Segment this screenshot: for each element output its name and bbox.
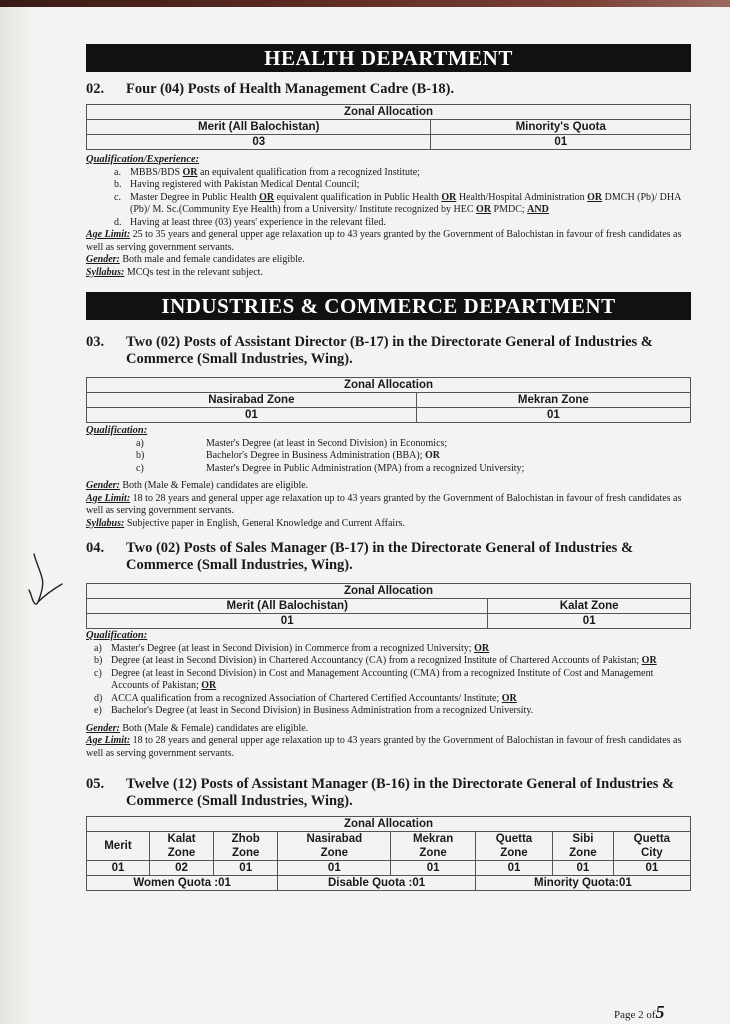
list-marker: c) [94, 667, 102, 679]
table-cell: 01 [214, 861, 278, 876]
list-marker: d) [94, 692, 103, 704]
list-item [94, 705, 691, 718]
department-banner-industries: INDUSTRIES & COMMERCE DEPARTMENT [86, 292, 691, 320]
post-title-02 [86, 81, 691, 98]
text: Bachelor's Degree in Business Administration (BBA); [206, 450, 425, 461]
column-header: Minority's Quota [431, 120, 691, 135]
column-header: Kalat Zone [488, 599, 691, 614]
gender-text: Both (Male & Female) candidates are eligible. [119, 480, 309, 491]
table-cell: 01 [87, 408, 417, 423]
column-header-line1: Quetta [633, 833, 671, 845]
table-header: Zonal Allocation [87, 105, 691, 120]
list-item [94, 668, 691, 693]
list-marker: a. [114, 166, 121, 178]
or-keyword: OR [476, 204, 492, 215]
list-item [114, 217, 691, 230]
or-keyword: OR [425, 450, 440, 461]
column-header-line2: Zone [500, 847, 528, 859]
gender-label: Gender: [86, 254, 120, 265]
gender [86, 723, 691, 736]
list-marker: b. [114, 179, 122, 190]
list-text [111, 668, 691, 693]
column-header-line1: Nasirabad [306, 833, 363, 845]
table-cell: 01 [391, 861, 475, 876]
qualification-section-02 [86, 154, 691, 279]
qualification-list [86, 438, 691, 476]
column-header-line2: Zone [320, 847, 349, 859]
column-header-line2: City [640, 847, 663, 859]
age-limit-text: 25 to 35 years and general upper age relaxation up to 43 years granted by the Government of Balochistan in favour of fresh candidates as well as serving government servants. [86, 229, 682, 253]
text: Degree (at least in Second Division) in Chartered Accountancy (CA) from a recognized Institute of Chartered Accounts of Pakistan; [111, 655, 642, 666]
page-number-text: Page 2 of [614, 1009, 656, 1021]
post-title-text: Two (02) Posts of Sales Manager (B-17) in the Directorate General of Industries & Commerce (Small Industries, Wing). [126, 540, 634, 573]
table-header: Zonal Allocation [87, 584, 691, 599]
age-limit-label: Age Limit: [86, 229, 131, 240]
list-item [136, 438, 691, 451]
table-cell: 01 [416, 408, 690, 423]
or-keyword: OR [259, 191, 275, 203]
column-header [214, 832, 278, 861]
post-number: 05. [86, 776, 105, 792]
table-cell: 01 [431, 135, 691, 150]
gender [86, 480, 691, 493]
disable-quota: Disable Quota :01 [278, 876, 476, 891]
gender-label: Gender: [86, 480, 120, 491]
column-header [475, 832, 552, 861]
gender [86, 254, 691, 267]
age-limit-text: 18 to 28 years and general upper age relaxation up to 43 years granted by the Government of Balochistan in favour of fresh candidates as well as serving government servants. [86, 492, 682, 516]
column-header-line2: Zone [419, 847, 447, 859]
age-limit-label: Age Limit: [86, 735, 131, 746]
syllabus-text: MCQs test in the relevant subject. [124, 266, 263, 278]
list-text: Master's Degree in Public Administration (MPA) from a recognized University; [206, 462, 525, 474]
column-header-line1: Quetta [495, 833, 533, 845]
gender-text: Both (Male & Female) candidates are eligible. [119, 722, 309, 734]
list-item [114, 167, 691, 180]
list-marker: b) [94, 655, 103, 666]
qualification-list [86, 167, 691, 230]
or-keyword: OR [182, 166, 198, 178]
minority-quota: Minority Quota:01 [475, 876, 690, 891]
text: Master Degree in Public Health [130, 191, 260, 203]
text: DMCH (Pb)/ DHA (Pb)/ M. Sc.(Community Eye Health) from a University/ Institute recognized by HEC [130, 191, 681, 215]
table-header: Zonal Allocation [87, 378, 691, 393]
qualification-list [86, 643, 691, 718]
list-text: Having at least three (03) years' experience in the relevant filed. [130, 216, 386, 228]
table-cell: 01 [87, 861, 150, 876]
column-header [613, 832, 690, 861]
post-number: 03. [86, 334, 105, 350]
scan-left-edge [0, 7, 28, 1024]
list-text [130, 167, 420, 180]
list-marker: d. [114, 216, 122, 228]
column-header: Nasirabad Zone [87, 393, 417, 408]
syllabus [86, 518, 691, 531]
column-header [278, 832, 391, 861]
column-header-line2: Zone [231, 847, 260, 859]
age-limit [86, 493, 691, 518]
qualification-label: Qualification: [86, 630, 148, 641]
post-number: 04. [86, 540, 105, 556]
column-header: Merit (All Balochistan) [87, 120, 431, 135]
syllabus [86, 267, 691, 280]
column-header-line1: Merit [104, 840, 132, 852]
handwritten-tick-icon [22, 552, 70, 612]
list-text [130, 192, 691, 217]
qualification-label: Qualification/Experience: [86, 154, 200, 165]
text: Master's Degree (at least in Second Division) in Commerce from a recognized University; [111, 642, 475, 654]
and-keyword: AND [527, 204, 549, 215]
column-header-line1: Zhob [231, 833, 260, 845]
column-header: Merit (All Balochistan) [87, 599, 488, 614]
post-title-04 [86, 540, 691, 574]
column-header-line2: Zone [167, 847, 196, 859]
page-footer [614, 1002, 665, 1023]
or-keyword: OR [474, 642, 490, 654]
table-cell: 01 [613, 861, 690, 876]
list-item [114, 192, 691, 217]
column-header: Mekran Zone [416, 393, 690, 408]
gender-label: Gender: [86, 722, 120, 734]
list-marker: c. [114, 191, 121, 203]
or-keyword: OR [201, 680, 217, 691]
list-item [94, 693, 691, 706]
text: Health/Hospital Administration [456, 191, 588, 203]
text: MBBS/BDS [130, 166, 183, 178]
column-header-line1: Kalat [167, 833, 196, 845]
column-header [391, 832, 475, 861]
text: ACCA qualification from a recognized Association of Chartered Certified Accountants/ Institute; [111, 692, 502, 704]
list-item [94, 643, 691, 656]
table-cell: 02 [149, 861, 213, 876]
list-marker: a) [94, 642, 102, 654]
zonal-allocation-table-02 [86, 104, 691, 150]
text: PMDC; [491, 204, 528, 215]
table-cell: 03 [87, 135, 431, 150]
table-header: Zonal Allocation [87, 817, 691, 832]
list-text: Master's Degree (at least in Second Division) in Economics; [206, 437, 448, 449]
list-marker: c) [136, 462, 144, 474]
list-text [206, 450, 440, 463]
list-item [114, 179, 691, 192]
column-header [149, 832, 213, 861]
post-title-05 [86, 776, 691, 810]
page-total-handwritten: 5 [655, 1002, 665, 1022]
post-title-03 [86, 334, 691, 368]
text: Degree (at least in Second Division) in Cost and Management Accounting (CMA) from a recognized Institute of Cost and Management Accounts of Pakistan; [111, 667, 654, 691]
text: equivalent qualification in Public Health [274, 191, 442, 203]
document-page [86, 44, 691, 891]
qualification-section-03 [86, 425, 691, 530]
list-text: Having registered with Pakistan Medical Dental Council; [130, 179, 360, 190]
scan-top-edge [0, 0, 730, 7]
table-cell: 01 [475, 861, 552, 876]
department-banner-health: HEALTH DEPARTMENT [86, 44, 691, 72]
list-marker: a) [136, 437, 144, 449]
syllabus-label: Syllabus: [86, 517, 125, 529]
zonal-allocation-table-04 [86, 583, 691, 629]
or-keyword: OR [441, 191, 457, 203]
zonal-allocation-table-03 [86, 377, 691, 423]
column-header-line2: Zone [569, 847, 597, 859]
table-cell: 01 [87, 614, 488, 629]
post-number: 02. [86, 81, 105, 97]
post-title-text: Four (04) Posts of Health Management Cadre (B-18). [126, 81, 455, 97]
list-item [136, 450, 691, 463]
text: an equivalent qualification from a recognized Institute; [197, 166, 420, 178]
age-limit-text: 18 to 28 years and general upper age relaxation up to 43 years granted by the Government of Balochistan in favour of fresh candidates as well as serving government servants. [86, 735, 682, 759]
list-marker: b) [136, 450, 145, 461]
column-header [553, 832, 614, 861]
list-item [136, 463, 691, 476]
column-header-line1: Sibi [572, 833, 594, 845]
column-header-line1: Mekran [412, 833, 454, 845]
syllabus-label: Syllabus: [86, 266, 125, 278]
post-title-text: Two (02) Posts of Assistant Director (B-17) in the Directorate General of Industries & Commerce (Small Industries, Wing). [126, 334, 653, 367]
list-text: Bachelor's Degree (at least in Second Division) in Business Administration from a recognized University. [111, 705, 534, 716]
zonal-allocation-table-05 [86, 816, 691, 891]
qualification-section-04 [86, 630, 691, 760]
age-limit-label: Age Limit: [86, 492, 131, 504]
or-keyword: OR [641, 655, 657, 666]
age-limit [86, 735, 691, 760]
column-header [87, 832, 150, 861]
gender-text: Both male and female candidates are eligible. [119, 254, 305, 265]
age-limit [86, 229, 691, 254]
list-text [111, 655, 657, 668]
table-cell: 01 [553, 861, 614, 876]
qualification-label: Qualification: [86, 425, 148, 436]
or-keyword: OR [501, 692, 517, 704]
table-cell: 01 [488, 614, 691, 629]
list-text [111, 643, 489, 656]
post-title-text: Twelve (12) Posts of Assistant Manager (B-16) in the Directorate General of Industries & Commerce (Small Industries, Wing). [126, 776, 675, 809]
syllabus-text: Subjective paper in English, General Knowledge and Current Affairs. [124, 517, 405, 529]
women-quota: Women Quota :01 [87, 876, 278, 891]
table-cell: 01 [278, 861, 391, 876]
list-item [94, 655, 691, 668]
list-marker: e) [94, 705, 102, 716]
list-text [111, 693, 517, 706]
or-keyword: OR [587, 191, 603, 203]
